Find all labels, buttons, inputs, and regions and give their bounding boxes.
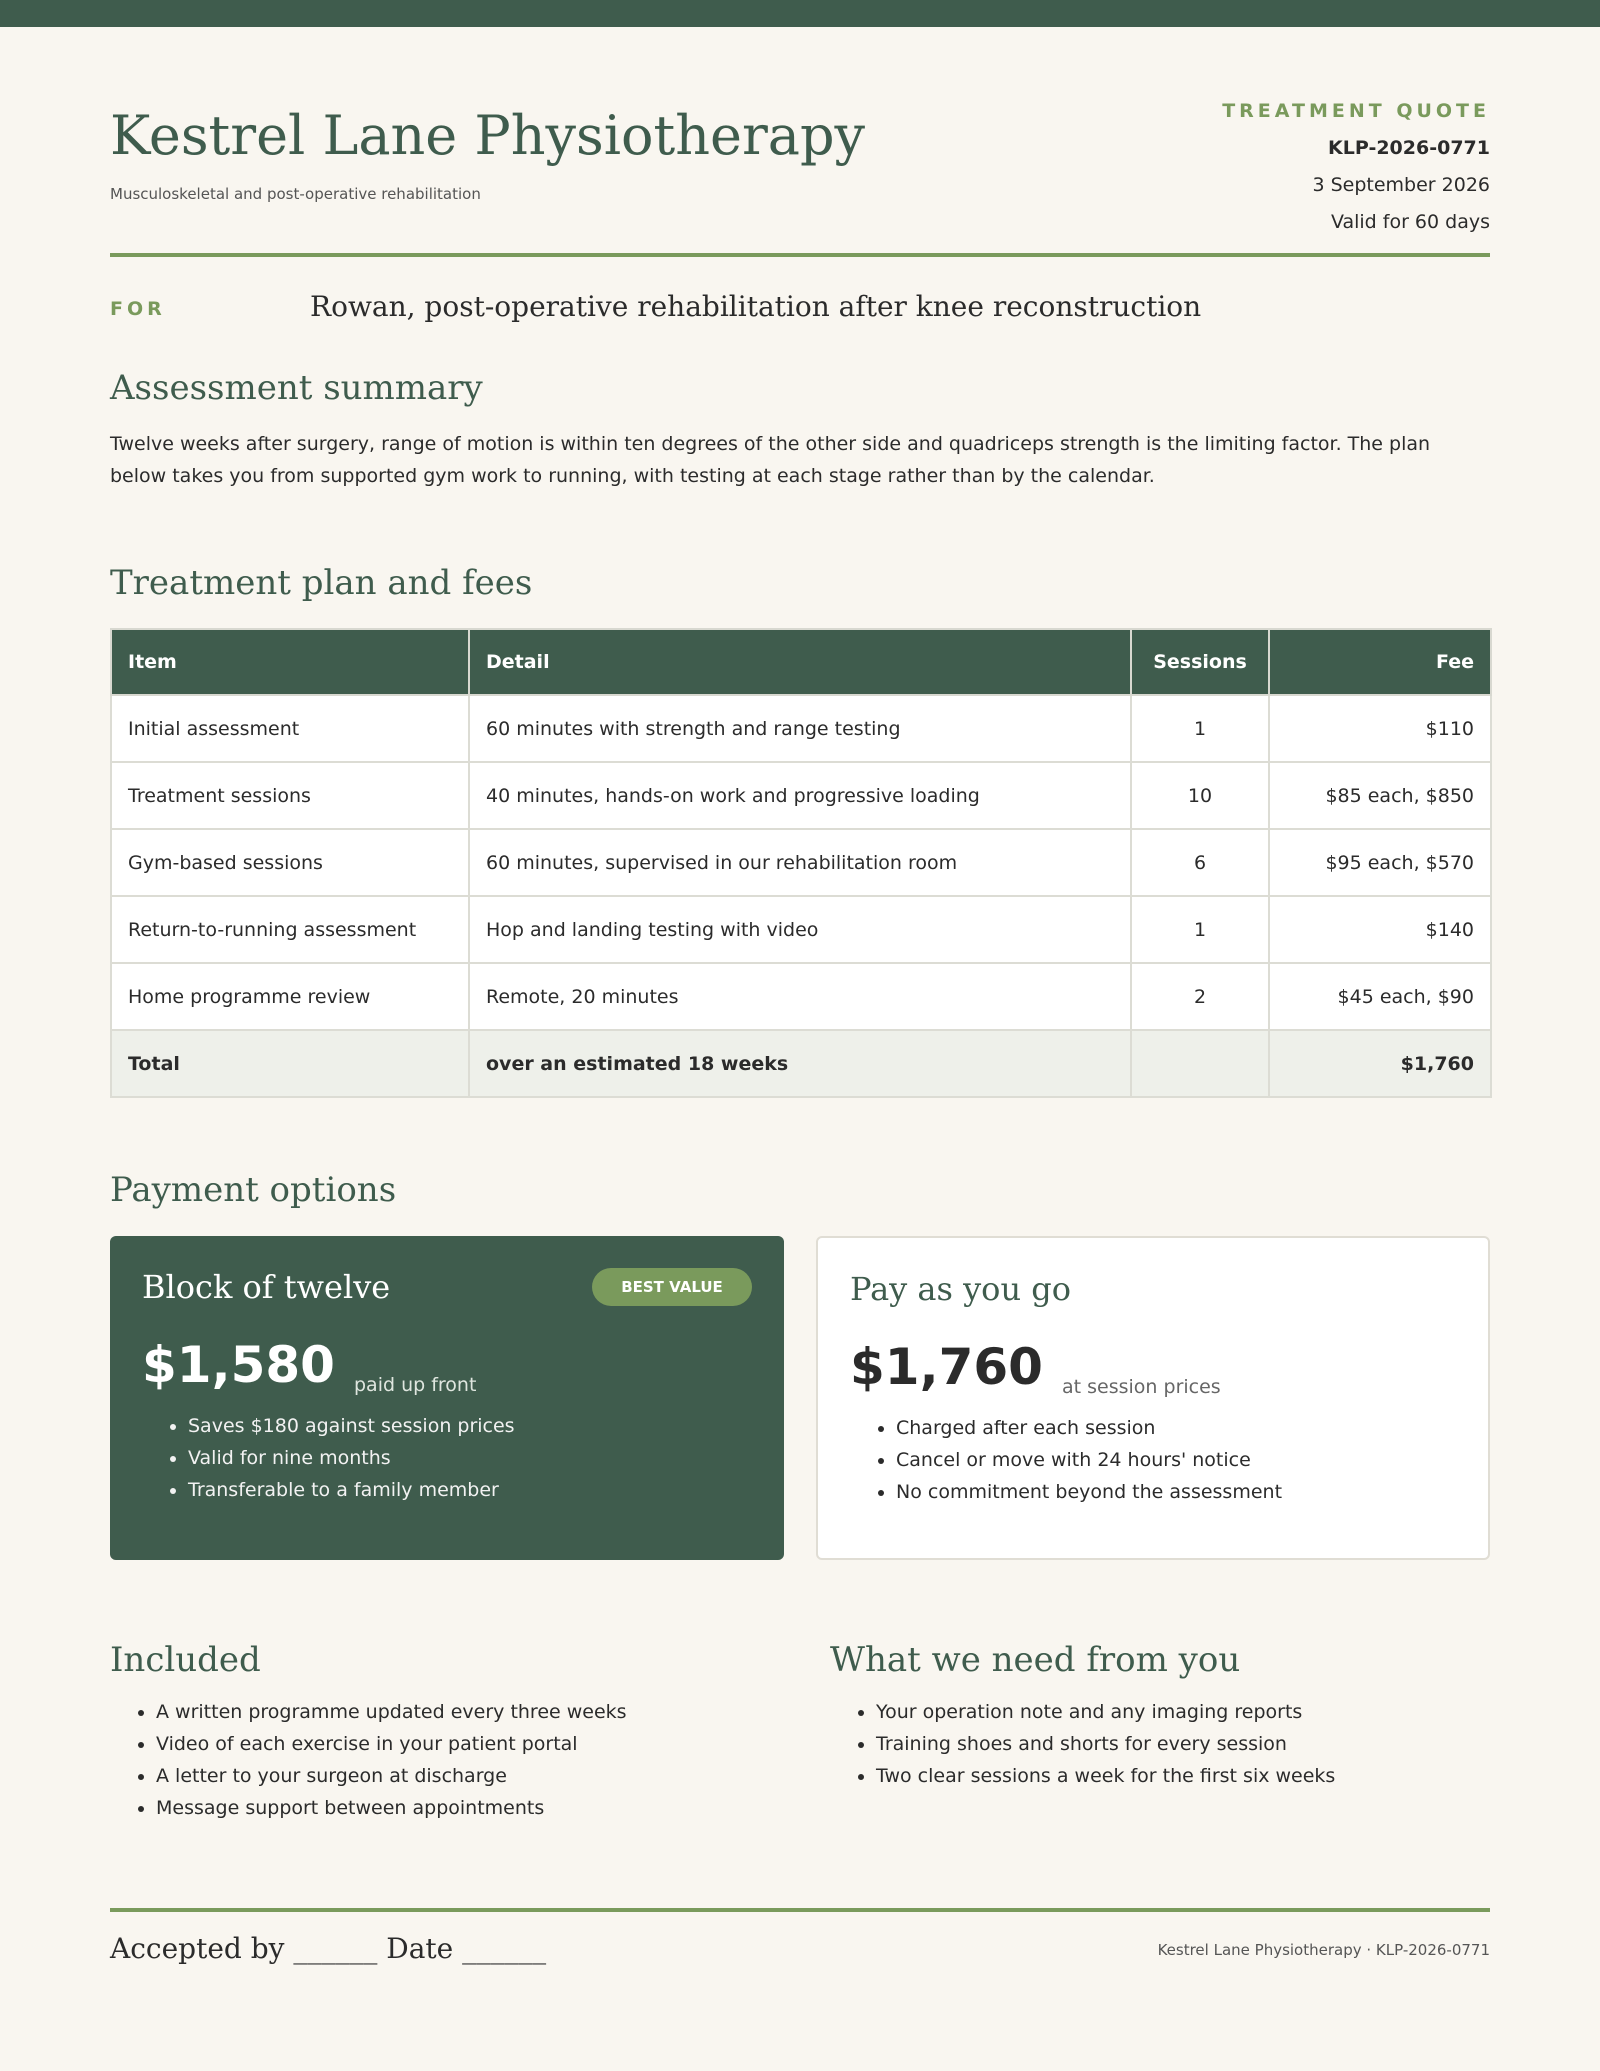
list-item: • Saves $180 against session prices [188,1410,515,1442]
list-item: • Cancel or move with 24 hours' notice [896,1444,1282,1476]
sessions-cell: 2 [1131,963,1269,1030]
quote-reference: KLP-2026-0771 [1328,137,1490,159]
list-item: • Your operation note and any imaging reports [876,1696,1490,1728]
list-item: • Message support between appointments [156,1792,770,1824]
table-row [111,762,1491,829]
item-cell: Initial assessment [111,695,469,762]
fee-cell: $140 [1269,896,1491,963]
detail-cell: 40 minutes, hands-on work and progressive loading [469,762,1131,829]
fees-table [110,628,1492,1098]
top-color-bar [0,0,1600,27]
list-item: • Valid for nine months [188,1442,515,1474]
detail-cell: 60 minutes with strength and range testing [469,695,1131,762]
payment-option-block[interactable] [110,1236,784,1560]
option-price-note: paid up front [354,1374,477,1396]
sessions-cell: 10 [1131,762,1269,829]
list-item: • No commitment beyond the assessment [896,1476,1282,1508]
clinic-tagline: Musculoskeletal and post-operative rehabilitation [110,185,481,203]
detail-cell: Hop and landing testing with video [469,896,1131,963]
list-item: • A written programme updated every three weeks [156,1696,770,1728]
needs-heading: What we need from you [830,1640,1241,1680]
list-item: • Charged after each session [896,1412,1282,1444]
payment-option-payg[interactable] [816,1236,1490,1560]
total-fee-cell: $1,760 [1269,1030,1491,1097]
item-cell: Treatment sessions [111,762,469,829]
quote-validity: Valid for 60 days [1330,211,1490,233]
list-item: • Training shoes and shorts for every session [876,1728,1490,1760]
header-divider [110,253,1490,257]
column-header-sessions: Sessions [1131,629,1269,695]
fee-cell: $85 each, $850 [1269,762,1491,829]
recipient-value: Rowan, post-operative rehabilitation after knee reconstruction [310,290,1202,323]
assessment-heading: Assessment summary [110,368,483,408]
table-row [111,695,1491,762]
option-title: Pay as you go [850,1270,1071,1308]
option-points [142,1410,515,1506]
fee-cell: $95 each, $570 [1269,829,1491,896]
needs-section [830,1640,1490,1792]
option-points [850,1412,1282,1508]
acceptance-line[interactable]: Accepted by ______ Date ______ [110,1932,547,1965]
document-label: TREATMENT QUOTE [1222,100,1490,122]
included-heading: Included [110,1640,261,1680]
fee-cell: $110 [1269,695,1491,762]
footer-divider [110,1908,1490,1912]
sessions-cell: 1 [1131,695,1269,762]
list-item: • Transferable to a family member [188,1474,515,1506]
detail-cell: 60 minutes, supervised in our rehabilitation room [469,829,1131,896]
list-item: • A letter to your surgeon at discharge [156,1760,770,1792]
total-detail-cell: over an estimated 18 weeks [469,1030,1131,1097]
column-header-fee: Fee [1269,629,1491,695]
total-sessions-cell [1131,1030,1269,1097]
plan-heading: Treatment plan and fees [110,563,533,603]
quote-meta [1222,100,1490,241]
assessment-text: Twelve weeks after surgery, range of motion is within ten degrees of the other side and quadriceps strength is the limiting factor. The plan below takes you from supported gym work to running, with testing at each stage rather than by the calendar. [110,433,1431,487]
option-title: Block of twelve [142,1268,391,1306]
total-label-cell: Total [111,1030,469,1097]
column-header-detail: Detail [469,629,1131,695]
option-price: $1,580 [142,1336,335,1394]
list-item: • Two clear sessions a week for the first six weeks [876,1760,1490,1792]
list-item: • Video of each exercise in your patient portal [156,1728,770,1760]
item-cell: Gym-based sessions [111,829,469,896]
item-cell: Home programme review [111,963,469,1030]
column-header-item: Item [111,629,469,695]
payment-heading: Payment options [110,1170,397,1210]
table-row [111,896,1491,963]
option-price: $1,760 [850,1338,1043,1396]
recipient-label: FOR [110,298,166,320]
sessions-cell: 6 [1131,829,1269,896]
option-price-note: at session prices [1062,1376,1221,1398]
fee-cell: $45 each, $90 [1269,963,1491,1030]
table-header-row [111,629,1491,695]
clinic-name: Kestrel Lane Physiotherapy [110,104,866,167]
table-row [111,829,1491,896]
best-value-badge: BEST VALUE [592,1268,752,1306]
table-row [111,963,1491,1030]
sessions-cell: 1 [1131,896,1269,963]
included-section [110,1640,770,1824]
included-list [110,1696,770,1824]
detail-cell: Remote, 20 minutes [469,963,1131,1030]
item-cell: Return-to-running assessment [111,896,469,963]
footer-reference: Kestrel Lane Physiotherapy · KLP-2026-0771 [1157,1941,1490,1959]
table-total-row [111,1030,1491,1097]
quote-header [110,100,1490,255]
quote-date: 3 September 2026 [1312,174,1490,196]
needs-list [830,1696,1490,1792]
